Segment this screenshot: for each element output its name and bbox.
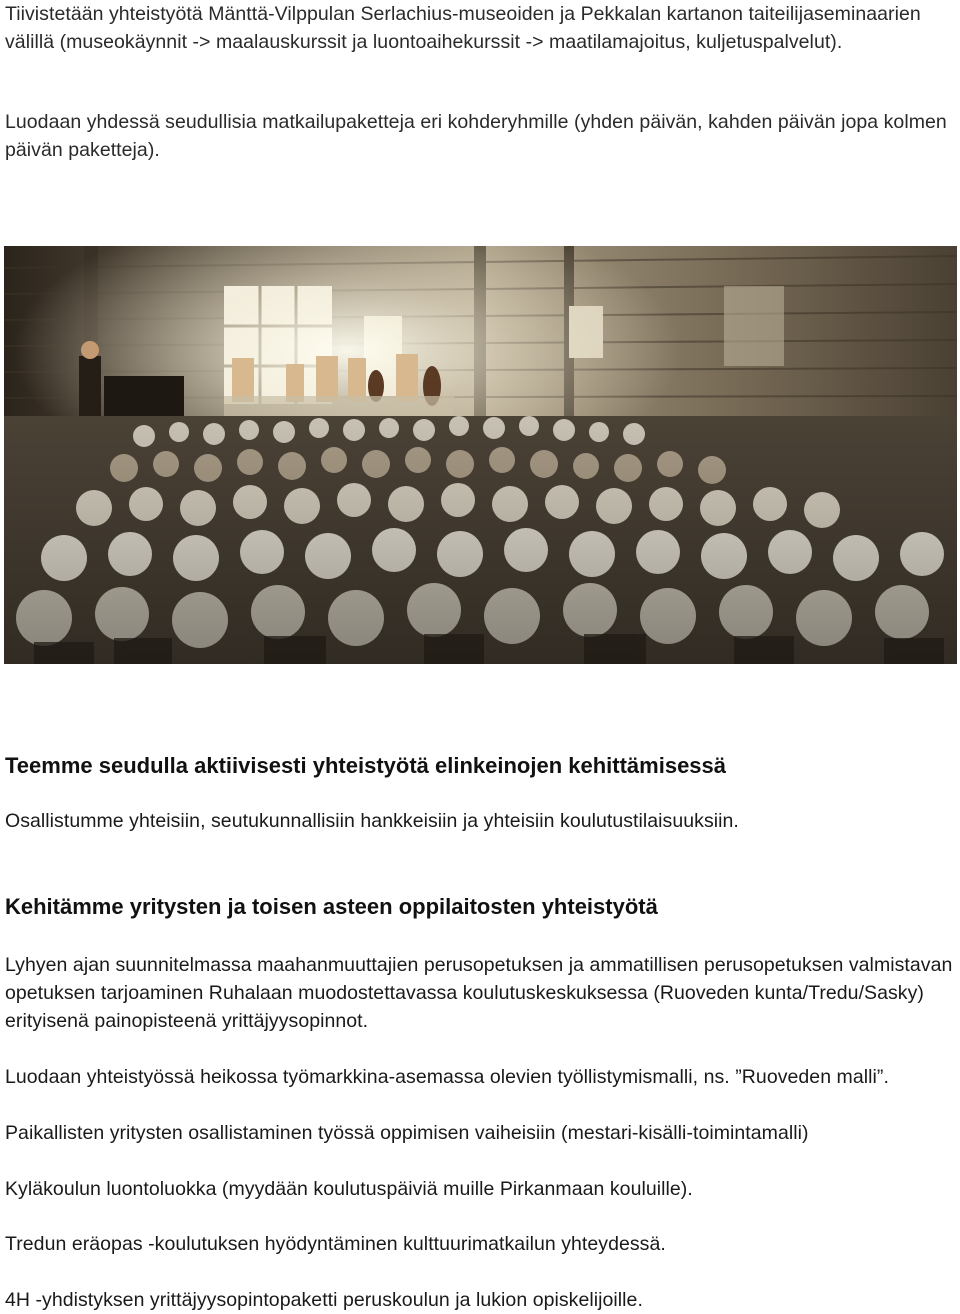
section-2-paragraph-1: Lyhyen ajan suunnitelmassa maahanmuuttajien perusopetuksen ja ammatillisen perusopetuksen valmistavan opetuksen tarjoaminen Ruhalaan muodostettavassa koulutuskeskuksessa (Ruoveden kunta/Tredu/Sasky) erityisenä painopisteenä yrittäjyysopinnot. — [5, 954, 953, 1032]
intro-paragraph-2: Luodaan yhdessä seudullisia matkailupaketteja eri kohderyhmille (yhden päivän, kahden päivän jopa kolmen päivän paketteja). — [5, 111, 947, 161]
section-2-paragraph-4: Kyläkoulun luontoluokka (myydään koulutuspäiviä muille Pirkanmaan kouluille). — [5, 1178, 693, 1200]
section-2-paragraph-2: Luodaan yhteistyössä heikossa työmarkkina-asemassa olevien työllistymismalli, ns. ”Ruoveden malli”. — [5, 1066, 889, 1088]
intro-paragraph-1: Tiivistetään yhteistyötä Mänttä-Vilppulan Serlachius-museoiden ja Pekkalan kartanon taiteilijaseminaarien välillä (museokäynnit -> maalauskurssit ja luontoaihekurssit -> maatilamajoitus, kuljetuspalvelut). — [5, 3, 921, 53]
section-2-heading: Kehitämme yritysten ja toisen asteen oppilaitosten yhteistyötä — [5, 894, 658, 919]
section-2-paragraph-3: Paikallisten yritysten osallistaminen työssä oppimisen vaiheisiin (mestari-kisälli-toimintamalli) — [5, 1122, 809, 1144]
section-1-paragraph: Osallistumme yhteisiin, seutukunnallisiin hankkeisiin ja yhteisiin koulutustilaisuuksiin. — [5, 810, 739, 832]
section-2-paragraph-5: Tredun eräopas -koulutuksen hyödyntäminen kulttuurimatkailun yhteydessä. — [5, 1233, 666, 1255]
section-1-heading: Teemme seudulla aktiivisesti yhteistyötä elinkeinojen kehittämisessä — [5, 753, 727, 778]
section-2-paragraph-6: 4H -yhdistyksen yrittäjyysopintopaketti peruskoulun ja lukion opiskelijoille. — [5, 1289, 643, 1311]
concert-audience-photo — [4, 246, 957, 664]
